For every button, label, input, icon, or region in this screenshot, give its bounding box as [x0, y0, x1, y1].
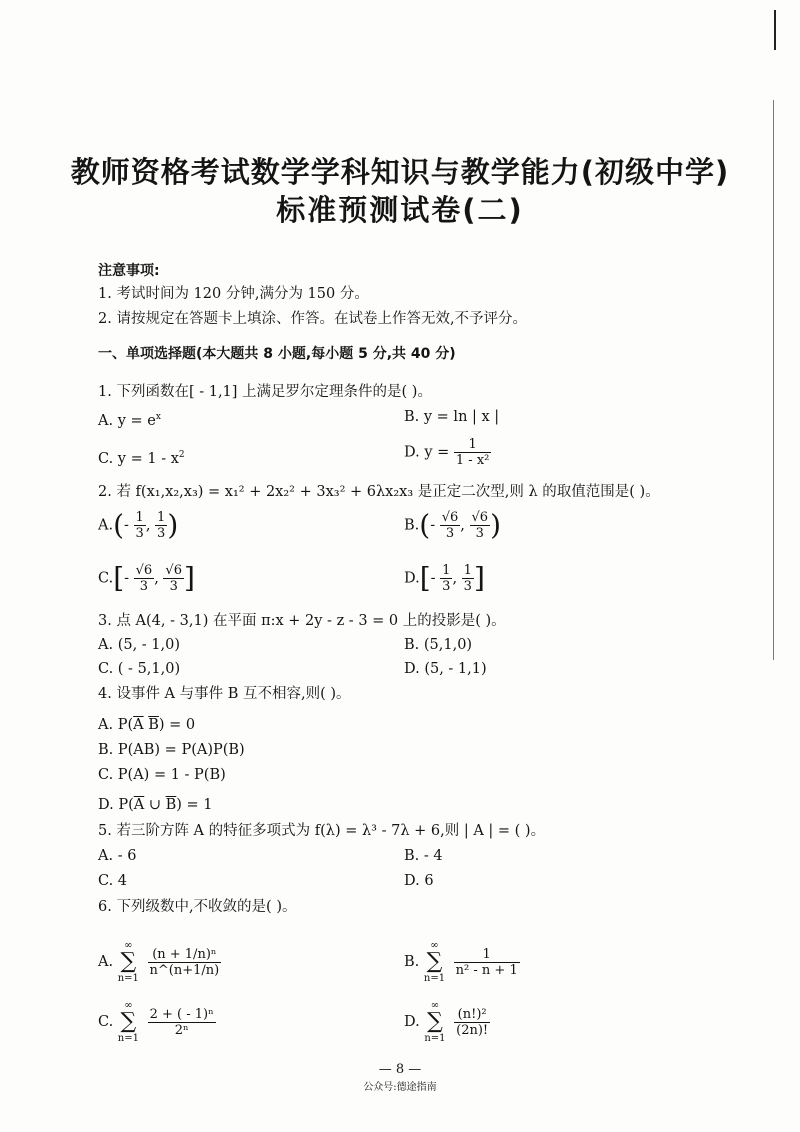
q4-stem: 4. 设事件 A 与事件 B 互不相容,则( )。: [98, 686, 351, 702]
q2-option-b: B.(- $\frac{√6}{3}$ , $\frac{√6}{3}$ ): [404, 508, 501, 542]
notice-item-2: 2. 请按规定在答题卡上填涂、作答。在试卷上作答无效,不予评分。: [98, 311, 528, 327]
q5-stem: 5. 若三阶方阵 A 的特征多项式为 f(λ) = λ³ - 7λ + 6,则 | A | = ( )。: [98, 823, 546, 839]
q3-option-a: A. (5, - 1,0): [98, 637, 181, 653]
footer-credit: 公众号:德途指南: [363, 1082, 437, 1093]
q4-option-d: D. $P(\overline{A}$ ∪ $\overline{B}) = 1$: [98, 797, 213, 813]
q5-option-c: C. 4: [98, 873, 128, 889]
q6-stem: 6. 下列级数中,不收敛的是( )。: [98, 899, 297, 915]
notice-item-1: 1. 考试时间为 120 分钟,满分为 150 分。: [98, 286, 369, 302]
q6-option-a: A. ∞ ∑ n=1 $\frac{\text{(n + 1/n)ⁿ}}{n\^{}(n+1/n)}$: [98, 940, 220, 984]
q1-option-b: B. y = ln | x |: [404, 409, 500, 425]
q2-option-d: D.[- $\frac{1}{3}$ , $\frac{1}{3}$ ]: [404, 561, 485, 595]
q5-option-b: B. - 4: [404, 848, 443, 864]
q4-option-b: B. P(AB) = P(A)P(B): [98, 742, 245, 758]
q6-option-b: B. ∞ ∑ n=1 $\frac{1}{\text{n² - n + 1}}$: [404, 940, 518, 984]
notice-heading: 注意事项:: [98, 263, 160, 279]
scan-edge-line-top: [774, 10, 776, 50]
q4-option-a: A. $P(\overline{A}$ $\overline{B}) = 0$: [98, 717, 196, 733]
q6-option-c: C. ∞ ∑ n=1 $\frac{\text{2 + ( - 1)ⁿ}}{\text{2ⁿ}}$: [98, 1000, 214, 1044]
q1-option-a: A. $y = e^x$: [98, 412, 161, 429]
exam-title-line1: 教师资格考试数学学科知识与教学能力(初级中学): [70, 155, 730, 189]
q1-option-c: C. $y = 1 - x^2$: [98, 450, 185, 467]
q3-option-c: C. ( - 5,1,0): [98, 661, 181, 677]
q5-option-d: D. 6: [404, 873, 434, 889]
page-number: — 8 —: [378, 1062, 422, 1077]
q2-stem: 2. 若 f(x₁,x₂,x₃) = x₁² + 2x₂² + 3x₃² + 6λx₂x₃ 是正定二次型,则 λ 的取值范围是( )。: [98, 484, 660, 500]
q5-option-a: A. - 6: [98, 848, 137, 864]
q1-stem: 1. 下列函数在[ - 1,1] 上满足罗尔定理条件的是( )。: [98, 384, 432, 400]
q4-option-c: C. P(A) = 1 - P(B): [98, 767, 226, 783]
q3-stem: 3. 点 A(4, - 3,1) 在平面 π:x + 2y - z - 3 = 0 上的投影是( )。: [98, 613, 506, 629]
q3-option-b: B. (5,1,0): [404, 637, 473, 653]
section-1-heading: 一、单项选择题(本大题共 8 小题,每小题 5 分,共 40 分): [98, 346, 456, 362]
q1-option-d: D. y = $\frac{1}{\text{1 - x²}}$: [404, 437, 490, 468]
q6-option-d: D. ∞ ∑ n=1 $\frac{\text{(n!)²}}{(2n)!}$: [404, 1000, 489, 1044]
exam-title-line2: 标准预测试卷(二): [276, 193, 524, 227]
q3-option-d: D. (5, - 1,1): [404, 661, 487, 677]
q2-option-c: C.[- $\frac{√6}{3}$ , $\frac{√6}{3}$ ]: [98, 561, 195, 595]
q2-option-a: A.(- $\frac{1}{3}$ , $\frac{1}{3}$ ): [98, 508, 179, 542]
